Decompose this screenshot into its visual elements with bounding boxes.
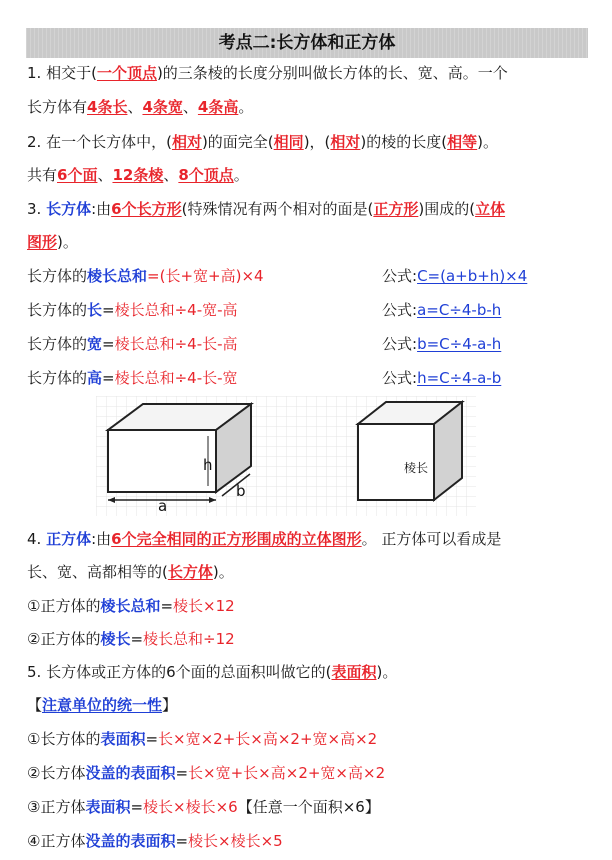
answer: 4条宽 bbox=[142, 98, 183, 116]
text: )。 bbox=[57, 233, 78, 251]
area-rule-3 bbox=[27, 796, 380, 818]
note-text: 注意单位的统一性 bbox=[42, 696, 163, 714]
area-rule-2 bbox=[27, 762, 385, 784]
answer: 长方体 bbox=[167, 563, 213, 581]
point-4-line-1 bbox=[27, 528, 501, 550]
text: 5. 长方体或正方体的6个面的总面积叫做它的( bbox=[27, 663, 332, 681]
answer: 相等 bbox=[447, 133, 478, 151]
term: 表面积 bbox=[85, 798, 131, 816]
formula-4 bbox=[382, 367, 501, 389]
label-edge: 棱长 bbox=[404, 461, 429, 475]
answer: 4条高 bbox=[197, 98, 239, 116]
text: 、 bbox=[182, 98, 198, 116]
text: )。 bbox=[376, 663, 398, 681]
rule: 棱长总和÷4-长-宽 bbox=[114, 369, 238, 387]
text: 长方体的 bbox=[27, 369, 88, 387]
point-3-line-1 bbox=[27, 198, 505, 220]
text: 、 bbox=[163, 166, 179, 184]
answer: 6个长方形 bbox=[111, 200, 182, 218]
rule: 棱长×棱长×5 bbox=[188, 832, 283, 850]
area-rule-4 bbox=[27, 830, 283, 852]
section-title: 考点二:长方体和正方体 bbox=[26, 28, 588, 58]
label-h: h bbox=[203, 456, 213, 474]
rule-height bbox=[27, 367, 238, 389]
hint: 【任意一个面积×6】 bbox=[237, 798, 380, 816]
text: 4. bbox=[27, 530, 47, 548]
term: 宽 bbox=[87, 335, 103, 353]
bracket: 】 bbox=[162, 696, 178, 714]
answer: 相对 bbox=[171, 133, 202, 151]
term: 长 bbox=[87, 301, 103, 319]
answer: 立体 bbox=[475, 200, 506, 218]
point-2-line-1 bbox=[27, 131, 498, 153]
answer: 6个面 bbox=[57, 166, 98, 184]
rule: 棱长×棱长×6 bbox=[143, 798, 238, 816]
term: 没盖的表面积 bbox=[85, 832, 176, 850]
text: 。 bbox=[238, 98, 254, 116]
term: 长方体 bbox=[46, 200, 92, 218]
text: ②正方体的 bbox=[27, 630, 101, 648]
formula-3 bbox=[382, 333, 501, 355]
term: 正方体 bbox=[46, 530, 92, 548]
text: (特殊情况有两个相对的面是( bbox=[181, 200, 374, 218]
cube-rule-1 bbox=[27, 595, 235, 617]
rule: 棱长×12 bbox=[173, 597, 235, 615]
text: 长方体的 bbox=[27, 335, 88, 353]
text: = bbox=[102, 335, 115, 353]
text: 。 正方体可以看成是 bbox=[361, 530, 502, 548]
formula-label: 公式: bbox=[382, 267, 418, 285]
label-a: a bbox=[158, 497, 168, 515]
text: = bbox=[175, 764, 189, 782]
formula-label: 公式: bbox=[382, 369, 418, 387]
answer: 4条长 bbox=[87, 98, 128, 116]
term: 棱长总和 bbox=[100, 597, 161, 615]
text: ③正方体 bbox=[27, 798, 86, 816]
text: )围成的( bbox=[418, 200, 476, 218]
answer: 正方形 bbox=[373, 200, 419, 218]
text: 共有 bbox=[27, 166, 58, 184]
bracket: 【 bbox=[27, 696, 43, 714]
rule-length bbox=[27, 299, 238, 321]
point-4-line-2 bbox=[27, 561, 234, 583]
rule-edge-sum bbox=[27, 265, 264, 287]
text: = bbox=[145, 730, 159, 748]
point-3-line-2 bbox=[27, 231, 78, 253]
answer: 表面积 bbox=[331, 663, 377, 681]
text: = bbox=[175, 832, 189, 850]
text: 长方体的 bbox=[27, 301, 88, 319]
formula-text: a=C÷4-b-h bbox=[417, 301, 502, 319]
text: )的三条棱的长度分别叫做长方体的长、宽、高。一个 bbox=[156, 64, 508, 82]
text: = bbox=[130, 798, 144, 816]
term: 棱长 bbox=[100, 630, 131, 648]
text: ②长方体 bbox=[27, 764, 86, 782]
note-line bbox=[27, 694, 177, 716]
point-1-line-1 bbox=[27, 62, 508, 84]
term: 高 bbox=[87, 369, 103, 387]
rule: 棱长总和÷4-长-高 bbox=[114, 335, 238, 353]
formula-text: C=(a+b+h)×4 bbox=[417, 267, 528, 285]
text: :由 bbox=[91, 530, 112, 548]
text: )的棱的长度( bbox=[360, 133, 448, 151]
formula-2 bbox=[382, 299, 501, 321]
area-rule-1 bbox=[27, 728, 377, 750]
text: 2. 在一个长方体中，( bbox=[27, 133, 172, 151]
term: 棱长总和 bbox=[87, 267, 148, 285]
rule: 长×宽+长×高×2+宽×高×2 bbox=[188, 764, 386, 782]
text: 长方体的 bbox=[27, 267, 88, 285]
text: )的面完全( bbox=[201, 133, 274, 151]
text: = bbox=[130, 630, 144, 648]
cube-rule-2 bbox=[27, 628, 235, 650]
label-b: b bbox=[236, 482, 246, 500]
term: 表面积 bbox=[100, 730, 146, 748]
text: 1. 相交于( bbox=[27, 64, 97, 82]
text: ④正方体 bbox=[27, 832, 86, 850]
cube-drawing bbox=[358, 402, 462, 500]
answer: 相同 bbox=[273, 133, 304, 151]
text: ①长方体的 bbox=[27, 730, 101, 748]
point-2-line-2 bbox=[27, 164, 249, 186]
formula-text: h=C÷4-a-b bbox=[417, 369, 502, 387]
formula-label: 公式: bbox=[382, 301, 418, 319]
text: = bbox=[102, 301, 115, 319]
rule: 棱长总和÷4-宽-高 bbox=[114, 301, 238, 319]
text: )。 bbox=[212, 563, 234, 581]
text: )，( bbox=[303, 133, 331, 151]
text: 、 bbox=[127, 98, 143, 116]
answer: 8个顶点 bbox=[178, 166, 234, 184]
answer: 一个顶点 bbox=[96, 64, 157, 82]
text: 长、宽、高都相等的( bbox=[27, 563, 168, 581]
text: ①正方体的 bbox=[27, 597, 101, 615]
text: = bbox=[102, 369, 115, 387]
text: 长方体有 bbox=[27, 98, 88, 116]
text: 。 bbox=[233, 166, 249, 184]
text: )。 bbox=[477, 133, 499, 151]
rule-width bbox=[27, 333, 238, 355]
text: 3. bbox=[27, 200, 47, 218]
formula-1 bbox=[382, 265, 527, 287]
cuboid-cube-figure bbox=[96, 396, 476, 516]
formula-text: b=C÷4-a-h bbox=[417, 335, 502, 353]
point-1-line-2 bbox=[27, 96, 253, 118]
answer: 12条棱 bbox=[112, 166, 164, 184]
rule: 长×宽×2+长×高×2+宽×高×2 bbox=[158, 730, 378, 748]
rule: 棱长总和÷12 bbox=[143, 630, 235, 648]
term: 没盖的表面积 bbox=[85, 764, 176, 782]
answer: 6个完全相同的正方形围成的立体图形 bbox=[111, 530, 362, 548]
answer: 图形 bbox=[27, 233, 58, 251]
text: :由 bbox=[91, 200, 112, 218]
rule: =(长+宽+高)×4 bbox=[147, 267, 264, 285]
text: 、 bbox=[97, 166, 113, 184]
formula-label: 公式: bbox=[382, 335, 418, 353]
text: = bbox=[160, 597, 174, 615]
answer: 相对 bbox=[330, 133, 361, 151]
point-5 bbox=[27, 661, 397, 683]
